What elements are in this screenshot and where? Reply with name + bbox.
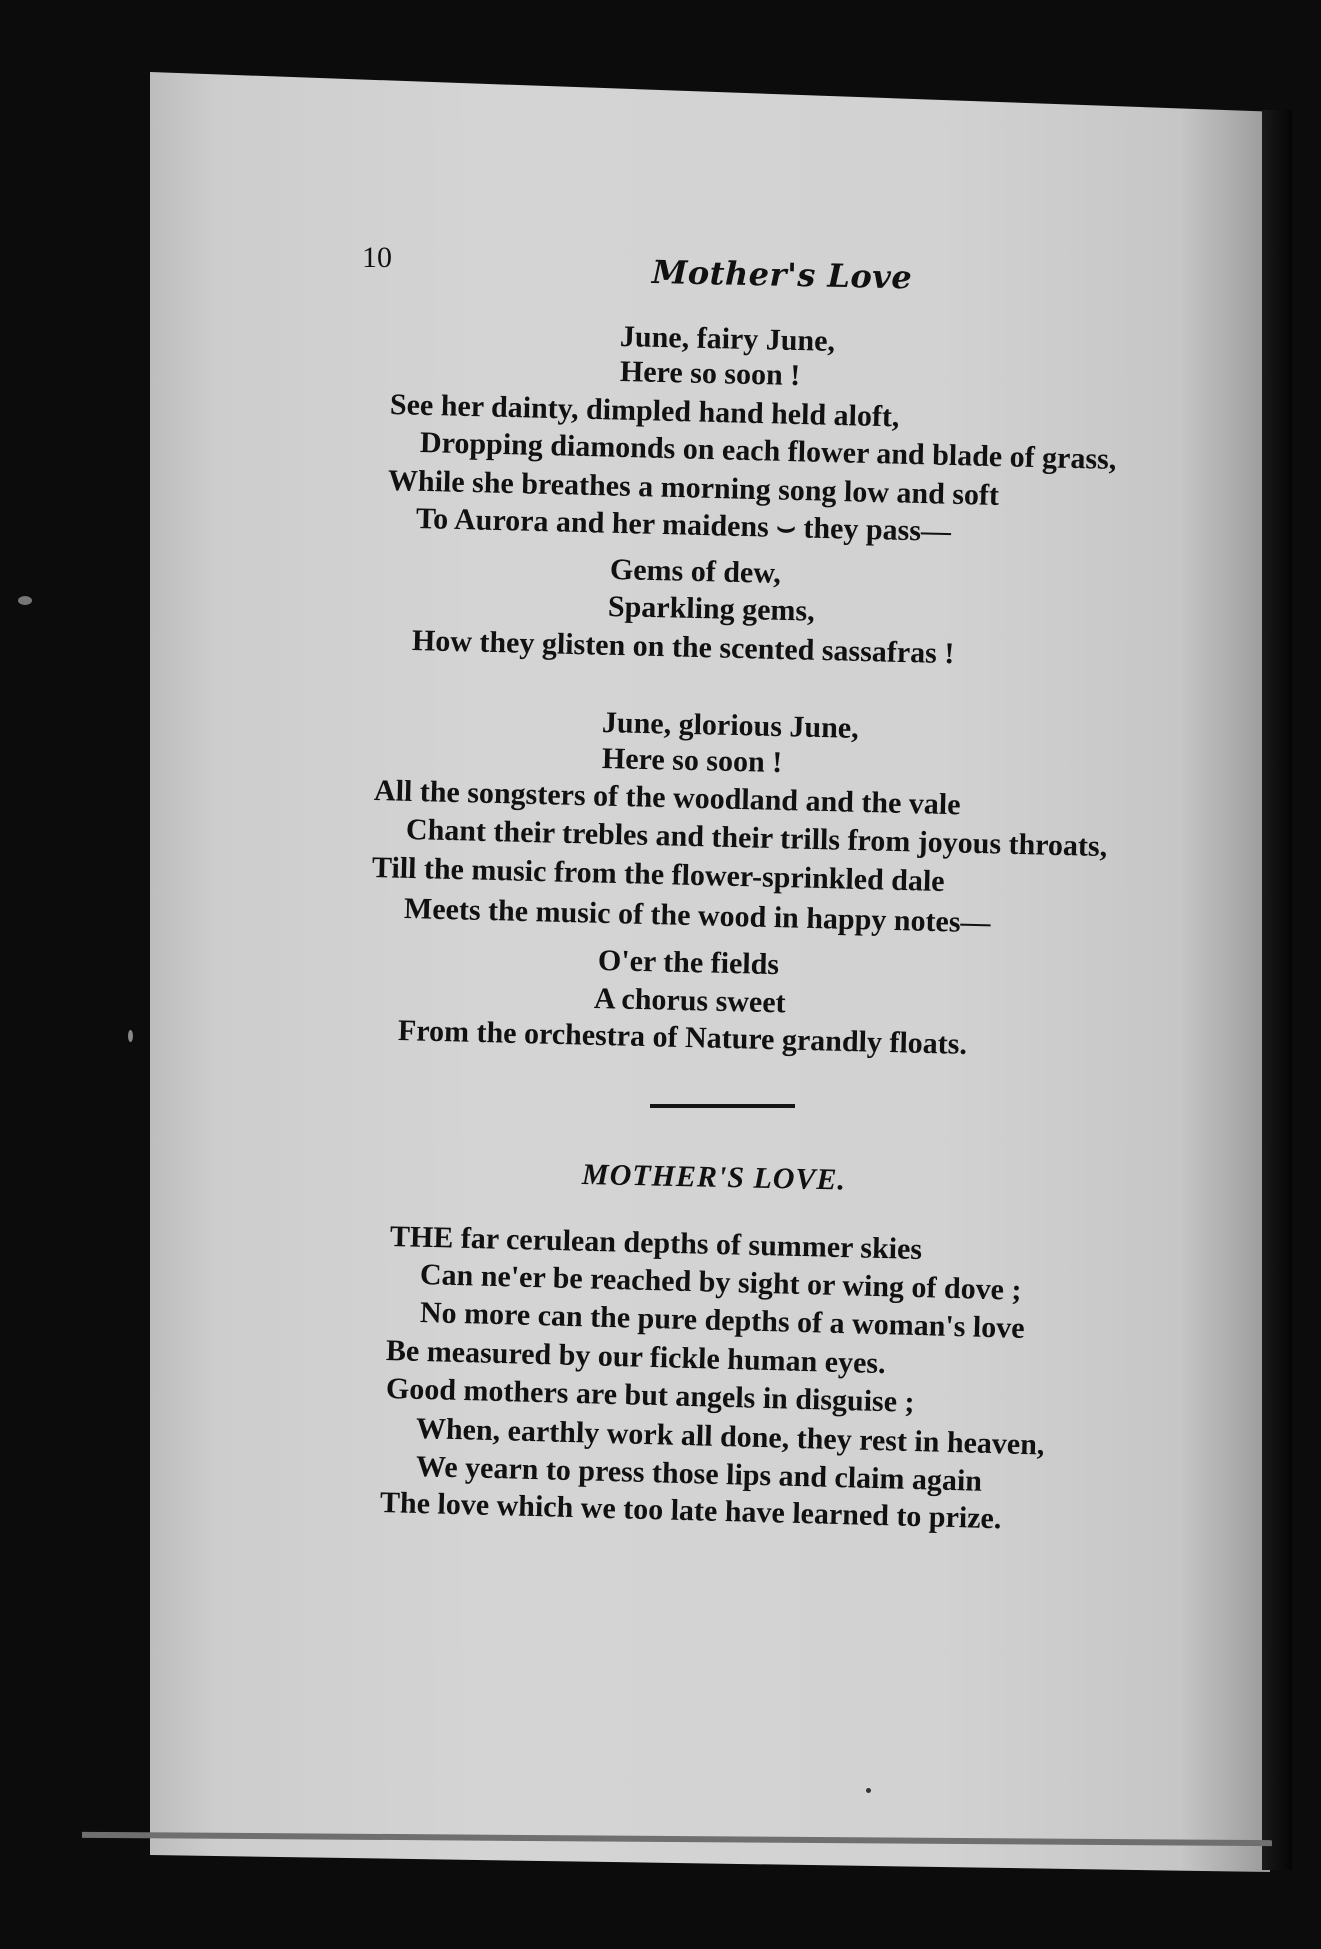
- poem-line: From the orchestra of Nature grandly floats.: [397, 1014, 968, 1061]
- poem-line: All the songsters of the woodland and the vale: [373, 774, 961, 822]
- poem-line: Can ne'er be reached by sight or wing of dove ;: [419, 1258, 1022, 1307]
- poem-line: Good mothers are but angels in disguise ;: [385, 1372, 915, 1419]
- poem-line: Here so soon !: [601, 742, 783, 780]
- poem-line: Till the music from the flower-sprinkled dale: [371, 851, 946, 898]
- poem-line: June, fairy June,: [619, 320, 836, 358]
- margin-speck: [128, 1030, 133, 1042]
- running-head: Mother's Love: [651, 253, 913, 297]
- poem-line: No more can the pure depths of a woman's love: [419, 1296, 1025, 1345]
- poem-title: MOTHER'S LOVE.: [581, 1158, 847, 1197]
- poem-line: See her dainty, dimpled hand held aloft,: [389, 388, 900, 434]
- poem-line: When, earthly work all done, they rest in heaven,: [415, 1412, 1045, 1462]
- poem-line: The love which we too late have learned to prize.: [379, 1486, 1002, 1536]
- margin-speck: [866, 1788, 871, 1793]
- poem-line: Be measured by our fickle human eyes.: [385, 1334, 887, 1381]
- poem-line: We yearn to press those lips and claim again: [415, 1450, 983, 1498]
- poem-line: THE far cerulean depths of summer skies: [389, 1220, 923, 1266]
- poem-line: Gems of dew,: [609, 553, 782, 590]
- poem-line: O'er the fields: [597, 944, 780, 982]
- poem-line: June, glorious June,: [601, 706, 860, 745]
- poem-line: Chant their trebles and their trills from joyous throats,: [405, 813, 1108, 864]
- margin-speck: [18, 596, 32, 605]
- poem-line: How they glisten on the scented sassafras !: [411, 624, 955, 671]
- poem-line: Here so soon !: [619, 355, 801, 393]
- page-number: 10: [362, 241, 392, 274]
- poem-line: To Aurora and her maidens ⌣ they pass—: [415, 502, 952, 549]
- section-divider: [650, 1104, 795, 1108]
- poem-line: Meets the music of the wood in happy notes—: [403, 892, 991, 940]
- page-gutter-shadow: [1262, 110, 1292, 1870]
- poem-line: A chorus sweet: [593, 982, 786, 1020]
- poem-line: Sparkling gems,: [607, 590, 816, 628]
- poem-line: While she breathes a morning song low and soft: [387, 464, 1000, 512]
- poem-line: Dropping diamonds on each flower and blade of grass,: [419, 426, 1117, 477]
